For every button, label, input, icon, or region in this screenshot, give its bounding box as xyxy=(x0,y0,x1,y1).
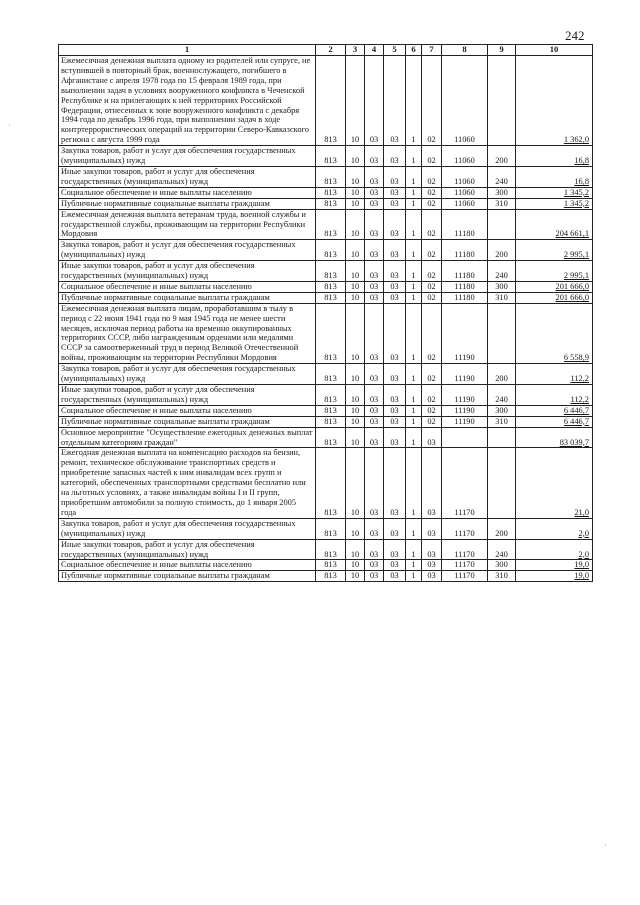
chapter-code: 813 xyxy=(316,405,346,416)
column-header: 8 xyxy=(442,45,488,56)
amount: 2,0 xyxy=(516,539,593,560)
expense-code: 11180 xyxy=(442,292,488,303)
column-header: 2 xyxy=(316,45,346,56)
row-label: Иные закупки товаров, работ и услуг для обеспечения государственных (муниципальных) нужд xyxy=(59,539,316,560)
row-label: Ежемесячная денежная выплата одному из родителей или супруге, не вступившей в повторный брак, военнослужащего, погибшего в Афганистане с апреля 1978 года по 15 февраля 1989 года, при выполнении задач в условиях вооруженного конфликта в Чеченской Республике и на прилегающих к ней территориях Российской Федерации, отнесенных к зоне вооруженного конфликта с декабря 1994 года по декабрь 1996 года, при выполнении задач в ходе контртеррористических операций на территории Северо-Кавказского региона с августа 1999 года xyxy=(59,56,316,146)
program-code: 03 xyxy=(384,292,406,303)
chapter-code: 813 xyxy=(316,146,346,167)
row-label: Публичные нормативные социальные выплаты гражданам xyxy=(59,198,316,209)
table-row xyxy=(59,56,593,146)
program-code: 03 xyxy=(384,385,406,406)
amount: 1 345,2 xyxy=(516,198,593,209)
column-header: 6 xyxy=(406,45,422,56)
event-code: 02 xyxy=(422,187,442,198)
expense-code: 11180 xyxy=(442,281,488,292)
expense-type-code: 200 xyxy=(488,364,516,385)
section-code: 10 xyxy=(346,209,365,240)
event-code: 02 xyxy=(422,364,442,385)
program-code: 03 xyxy=(384,166,406,187)
amount: 201 666,0 xyxy=(516,292,593,303)
subsection-code: 03 xyxy=(365,281,384,292)
subprogram-code: 1 xyxy=(406,427,422,448)
expense-type-code: 240 xyxy=(488,385,516,406)
event-code: 02 xyxy=(422,240,442,261)
expense-type-code: 310 xyxy=(488,292,516,303)
subsection-code: 03 xyxy=(365,385,384,406)
program-code: 03 xyxy=(384,416,406,427)
section-code: 10 xyxy=(346,518,365,539)
table-row xyxy=(59,209,593,240)
row-label: Социальное обеспечение и иные выплаты населению xyxy=(59,187,316,198)
program-code: 03 xyxy=(384,209,406,240)
program-code: 03 xyxy=(384,240,406,261)
expense-type-code: 300 xyxy=(488,560,516,571)
subprogram-code: 1 xyxy=(406,571,422,582)
chapter-code: 813 xyxy=(316,448,346,518)
table-row xyxy=(59,518,593,539)
chapter-code: 813 xyxy=(316,303,346,363)
expense-type-code: 300 xyxy=(488,187,516,198)
expense-type-code: 300 xyxy=(488,405,516,416)
budget-table xyxy=(58,44,593,582)
chapter-code: 813 xyxy=(316,385,346,406)
program-code: 03 xyxy=(384,198,406,209)
subsection-code: 03 xyxy=(365,539,384,560)
section-code: 10 xyxy=(346,240,365,261)
expense-type-code: 200 xyxy=(488,146,516,167)
section-code: 10 xyxy=(346,56,365,146)
subprogram-code: 1 xyxy=(406,292,422,303)
chapter-code: 813 xyxy=(316,187,346,198)
section-code: 10 xyxy=(346,292,365,303)
subprogram-code: 1 xyxy=(406,56,422,146)
section-code: 10 xyxy=(346,187,365,198)
section-code: 10 xyxy=(346,405,365,416)
chapter-code: 813 xyxy=(316,560,346,571)
chapter-code: 813 xyxy=(316,166,346,187)
amount: 19,0 xyxy=(516,560,593,571)
expense-code: 11190 xyxy=(442,303,488,363)
expense-type-code: 310 xyxy=(488,198,516,209)
column-header: 9 xyxy=(488,45,516,56)
subprogram-code: 1 xyxy=(406,146,422,167)
program-code: 03 xyxy=(384,187,406,198)
section-code: 10 xyxy=(346,303,365,363)
program-code: 03 xyxy=(384,427,406,448)
table-row xyxy=(59,560,593,571)
subprogram-code: 1 xyxy=(406,539,422,560)
section-code: 10 xyxy=(346,571,365,582)
row-label: Ежегодная денежная выплата на компенсацию расходов на бензин, ремонт, техническое обслуживание транспортных средств и приобретение запасных частей к ним инвалидам всех групп и категорий, обеспеченных транспортными средствами бесплатно или на льготных условиях, а также инвалидам войны I и II групп, приобретшим автомобили за полную стоимость, до 1 января 2005 года xyxy=(59,448,316,518)
expense-code: 11060 xyxy=(442,187,488,198)
section-code: 10 xyxy=(346,281,365,292)
amount: 21,0 xyxy=(516,448,593,518)
row-label: Иные закупки товаров, работ и услуг для обеспечения государственных (муниципальных) нужд xyxy=(59,261,316,282)
subprogram-code: 1 xyxy=(406,187,422,198)
event-code: 03 xyxy=(422,448,442,518)
scan-speck: · xyxy=(8,120,11,130)
expense-code: 11190 xyxy=(442,416,488,427)
expense-type-code: 240 xyxy=(488,539,516,560)
section-code: 10 xyxy=(346,198,365,209)
expense-type-code: 310 xyxy=(488,571,516,582)
program-code: 03 xyxy=(384,560,406,571)
amount: 2 995,1 xyxy=(516,261,593,282)
section-code: 10 xyxy=(346,261,365,282)
subsection-code: 03 xyxy=(365,56,384,146)
section-code: 10 xyxy=(346,416,365,427)
program-code: 03 xyxy=(384,518,406,539)
expense-type-code xyxy=(488,303,516,363)
event-code: 02 xyxy=(422,405,442,416)
subsection-code: 03 xyxy=(365,448,384,518)
chapter-code: 813 xyxy=(316,518,346,539)
subprogram-code: 1 xyxy=(406,281,422,292)
expense-code: 11170 xyxy=(442,571,488,582)
row-label: Социальное обеспечение и иные выплаты населению xyxy=(59,405,316,416)
row-label: Публичные нормативные социальные выплаты гражданам xyxy=(59,292,316,303)
row-label: Ежемесячная денежная выплата лицам, проработавшим в тылу в период с 22 июня 1941 года по 9 мая 1945 года не менее шести месяцев, исключая период работы на временно оккупированных территориях СССР, либо награжденным орденами или медалями СССР за самоотверженный труд в период Великой Отечественной войны, проживающим на территории Республики Мордовия xyxy=(59,303,316,363)
table-row xyxy=(59,416,593,427)
table-row xyxy=(59,385,593,406)
table-row xyxy=(59,281,593,292)
amount: 2,0 xyxy=(516,518,593,539)
row-label: Закупка товаров, работ и услуг для обеспечения государственных (муниципальных) нужд xyxy=(59,146,316,167)
chapter-code: 813 xyxy=(316,56,346,146)
chapter-code: 813 xyxy=(316,292,346,303)
subsection-code: 03 xyxy=(365,427,384,448)
event-code: 02 xyxy=(422,198,442,209)
row-label: Социальное обеспечение и иные выплаты населению xyxy=(59,560,316,571)
program-code: 03 xyxy=(384,364,406,385)
chapter-code: 813 xyxy=(316,364,346,385)
event-code: 03 xyxy=(422,560,442,571)
subprogram-code: 1 xyxy=(406,209,422,240)
amount: 83 039,7 xyxy=(516,427,593,448)
table-row xyxy=(59,198,593,209)
table-row xyxy=(59,261,593,282)
program-code: 03 xyxy=(384,539,406,560)
subprogram-code: 1 xyxy=(406,560,422,571)
expense-code xyxy=(442,427,488,448)
chapter-code: 813 xyxy=(316,281,346,292)
subprogram-code: 1 xyxy=(406,364,422,385)
table-row xyxy=(59,448,593,518)
amount: 6 446,7 xyxy=(516,416,593,427)
table-row xyxy=(59,292,593,303)
expense-code: 11170 xyxy=(442,539,488,560)
subsection-code: 03 xyxy=(365,303,384,363)
expense-type-code: 240 xyxy=(488,261,516,282)
section-code: 10 xyxy=(346,448,365,518)
table-row xyxy=(59,146,593,167)
event-code: 02 xyxy=(422,56,442,146)
section-code: 10 xyxy=(346,146,365,167)
event-code: 02 xyxy=(422,209,442,240)
event-code: 03 xyxy=(422,518,442,539)
chapter-code: 813 xyxy=(316,416,346,427)
expense-type-code: 200 xyxy=(488,240,516,261)
expense-type-code xyxy=(488,56,516,146)
row-label: Иные закупки товаров, работ и услуг для обеспечения государственных (муниципальных) нужд xyxy=(59,385,316,406)
table-row xyxy=(59,405,593,416)
amount: 16,8 xyxy=(516,166,593,187)
event-code: 02 xyxy=(422,146,442,167)
expense-type-code: 300 xyxy=(488,281,516,292)
section-code: 10 xyxy=(346,166,365,187)
subsection-code: 03 xyxy=(365,166,384,187)
amount: 1 362,0 xyxy=(516,56,593,146)
table-row xyxy=(59,539,593,560)
expense-code: 11190 xyxy=(442,405,488,416)
program-code: 03 xyxy=(384,146,406,167)
program-code: 03 xyxy=(384,303,406,363)
column-header: 3 xyxy=(346,45,365,56)
section-code: 10 xyxy=(346,364,365,385)
event-code: 02 xyxy=(422,261,442,282)
amount: 204 661,1 xyxy=(516,209,593,240)
event-code: 03 xyxy=(422,539,442,560)
subprogram-code: 1 xyxy=(406,166,422,187)
expense-code: 11190 xyxy=(442,385,488,406)
expense-type-code xyxy=(488,448,516,518)
page-number: 242 xyxy=(565,28,585,43)
expense-type-code xyxy=(488,209,516,240)
expense-type-code: 200 xyxy=(488,518,516,539)
column-header: 5 xyxy=(384,45,406,56)
subsection-code: 03 xyxy=(365,518,384,539)
subsection-code: 03 xyxy=(365,187,384,198)
expense-type-code: 310 xyxy=(488,416,516,427)
subprogram-code: 1 xyxy=(406,518,422,539)
row-label: Ежемесячная денежная выплата ветеранам труда, военной службы и государственной службы, проживающим на территории Республики Мордовия xyxy=(59,209,316,240)
chapter-code: 813 xyxy=(316,240,346,261)
subsection-code: 03 xyxy=(365,261,384,282)
row-label: Социальное обеспечение и иные выплаты населению xyxy=(59,281,316,292)
program-code: 03 xyxy=(384,571,406,582)
expense-code: 11170 xyxy=(442,518,488,539)
section-code: 10 xyxy=(346,539,365,560)
row-label: Иные закупки товаров, работ и услуг для обеспечения государственных (муниципальных) нужд xyxy=(59,166,316,187)
subsection-code: 03 xyxy=(365,364,384,385)
program-code: 03 xyxy=(384,56,406,146)
expense-code: 11180 xyxy=(442,240,488,261)
subsection-code: 03 xyxy=(365,209,384,240)
program-code: 03 xyxy=(384,405,406,416)
subsection-code: 03 xyxy=(365,560,384,571)
column-header: 10 xyxy=(516,45,593,56)
table-body xyxy=(59,56,593,582)
subprogram-code: 1 xyxy=(406,240,422,261)
table-row xyxy=(59,187,593,198)
event-code: 02 xyxy=(422,303,442,363)
table-row xyxy=(59,364,593,385)
event-code: 02 xyxy=(422,416,442,427)
amount: 112,2 xyxy=(516,364,593,385)
subsection-code: 03 xyxy=(365,240,384,261)
expense-code: 11180 xyxy=(442,209,488,240)
subsection-code: 03 xyxy=(365,416,384,427)
section-code: 10 xyxy=(346,560,365,571)
subprogram-code: 1 xyxy=(406,385,422,406)
table-header xyxy=(59,45,593,56)
subsection-code: 03 xyxy=(365,571,384,582)
column-header: 1 xyxy=(59,45,316,56)
row-label: Закупка товаров, работ и услуг для обеспечения государственных (муниципальных) нужд xyxy=(59,364,316,385)
subsection-code: 03 xyxy=(365,405,384,416)
event-code: 02 xyxy=(422,292,442,303)
subprogram-code: 1 xyxy=(406,448,422,518)
row-label: Закупка товаров, работ и услуг для обеспечения государственных (муниципальных) нужд xyxy=(59,518,316,539)
amount: 6 446,7 xyxy=(516,405,593,416)
subprogram-code: 1 xyxy=(406,416,422,427)
table-row xyxy=(59,427,593,448)
section-code: 10 xyxy=(346,385,365,406)
subprogram-code: 1 xyxy=(406,198,422,209)
subprogram-code: 1 xyxy=(406,303,422,363)
expense-type-code xyxy=(488,427,516,448)
expense-code: 11190 xyxy=(442,364,488,385)
event-code: 02 xyxy=(422,281,442,292)
amount: 2 995,1 xyxy=(516,240,593,261)
row-label: Публичные нормативные социальные выплаты гражданам xyxy=(59,416,316,427)
expense-code: 11060 xyxy=(442,146,488,167)
expense-code: 11170 xyxy=(442,448,488,518)
chapter-code: 813 xyxy=(316,261,346,282)
event-code: 03 xyxy=(422,427,442,448)
section-code: 10 xyxy=(346,427,365,448)
amount: 1 345,2 xyxy=(516,187,593,198)
subsection-code: 03 xyxy=(365,146,384,167)
table-row xyxy=(59,303,593,363)
chapter-code: 813 xyxy=(316,198,346,209)
chapter-code: 813 xyxy=(316,571,346,582)
program-code: 03 xyxy=(384,281,406,292)
event-code: 03 xyxy=(422,571,442,582)
subprogram-code: 1 xyxy=(406,405,422,416)
expense-code: 11170 xyxy=(442,560,488,571)
expense-code: 11180 xyxy=(442,261,488,282)
header-row xyxy=(59,45,593,56)
event-code: 02 xyxy=(422,385,442,406)
chapter-code: 813 xyxy=(316,427,346,448)
subsection-code: 03 xyxy=(365,292,384,303)
expense-code: 11060 xyxy=(442,198,488,209)
row-label: Публичные нормативные социальные выплаты гражданам xyxy=(59,571,316,582)
scan-speck: · xyxy=(604,840,607,850)
table-row xyxy=(59,166,593,187)
program-code: 03 xyxy=(384,448,406,518)
subsection-code: 03 xyxy=(365,198,384,209)
chapter-code: 813 xyxy=(316,209,346,240)
column-header: 7 xyxy=(422,45,442,56)
expense-type-code: 240 xyxy=(488,166,516,187)
row-label: Закупка товаров, работ и услуг для обеспечения государственных (муниципальных) нужд xyxy=(59,240,316,261)
amount: 112,2 xyxy=(516,385,593,406)
subprogram-code: 1 xyxy=(406,261,422,282)
table-row xyxy=(59,571,593,582)
amount: 19,0 xyxy=(516,571,593,582)
expense-code: 11060 xyxy=(442,166,488,187)
amount: 6 558,9 xyxy=(516,303,593,363)
row-label: Основное мероприятие "Осуществление ежегодных денежных выплат отдельным категориям граждан" xyxy=(59,427,316,448)
amount: 16,8 xyxy=(516,146,593,167)
amount: 201 666,0 xyxy=(516,281,593,292)
program-code: 03 xyxy=(384,261,406,282)
chapter-code: 813 xyxy=(316,539,346,560)
event-code: 02 xyxy=(422,166,442,187)
table-row xyxy=(59,240,593,261)
expense-code: 11060 xyxy=(442,56,488,146)
column-header: 4 xyxy=(365,45,384,56)
